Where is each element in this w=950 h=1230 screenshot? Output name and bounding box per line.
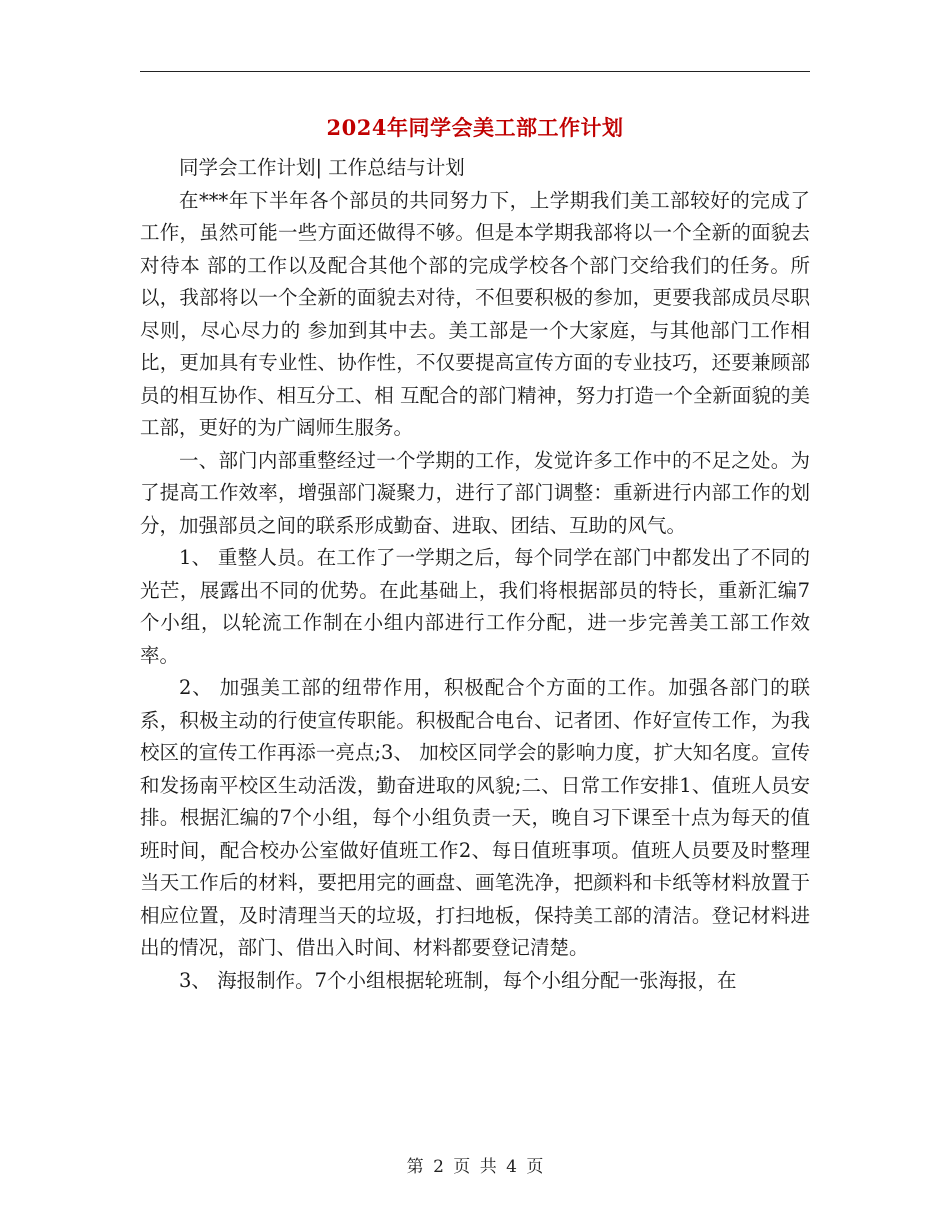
paragraph-section-1: 一、部门内部重整经过一个学期的工作，发觉许多工作中的不足之处。为了提高工作效率，增强部门凝聚力，进行了部门调整：重新进行内部工作的划分，加强部员之间的联系形成勤奋、进取、团结、互助的风气。 <box>140 448 810 537</box>
paragraph-item-3: 3、 海报制作。7个小组根据轮班制，每个小组分配一张海报，在 <box>179 968 737 992</box>
paragraph-item-1: 1、 重整人员。在工作了一学期之后，每个同学在部门中都发出了不同的光芒，展露出不同的优势。在此基础上，我们将根据部员的特长，重新汇编7个小组，以轮流工作制在小组内部进行工作分配，进一步完善美工部工作效率。 <box>140 546 810 667</box>
paragraph-subtitle: 同学会工作计划| 工作总结与计划 <box>179 156 465 179</box>
document-title: 2024年同学会美工部工作计划 <box>326 115 624 140</box>
header-rule <box>140 71 810 72</box>
paragraph-item-2: 2、 加强美工部的纽带作用，积极配合个方面的工作。加强各部门的联系，积极主动的行使宣传职能。积极配合电台、记者团、作好宣传工作，为我校区的宣传工作再添一亮点;3、 加校区同学会的影响力度，扩大知名度。宣传和发扬南平校区生动活泼，勤奋进取的风貌;二、日常工作安排1、值班人员安排。根据汇编的7个小组，每个小组负责一天，晚自习下课至十点为每天的值班时间，配合校办公室做好值班工作2、每日值班事项。值班人员要及时整理当天工作后的材料，要把用完的画盘、画笔洗净，把颜料和卡纸等材料放置于相应位置，及时清理当天的垃圾，打扫地板，保持美工部的清洁。登记材料进出的情况，部门、借出入时间、材料都要登记清楚。 <box>140 676 810 959</box>
paragraph-intro: 在***年下半年各个部员的共同努力下，上学期我们美工部较好的完成了工作，虽然可能一些方面还做得不够。但是本学期我部将以一个全新的面貌去对待本 部的工作以及配合其他个部的完成学校各个部门交给我们的任务。所以，我部将以一个全新的面貌去对待，不但要积极的参加，更要我部成员尽职尽则，尽心尽力的 参加到其中去。美工部是一个大家庭，与其他部门工作相比，更加具有专业性、协作性，不仅要提高宣传方面的专业技巧，还要兼顾部员的相互协作、相互分工、相 互配合的部门精神，努力打造一个全新面貌的美工部，更好的为广阔师生服务。 <box>140 188 810 439</box>
page-footer: 第 2 页 共 4 页 <box>406 1157 544 1177</box>
document-body <box>140 152 810 997</box>
